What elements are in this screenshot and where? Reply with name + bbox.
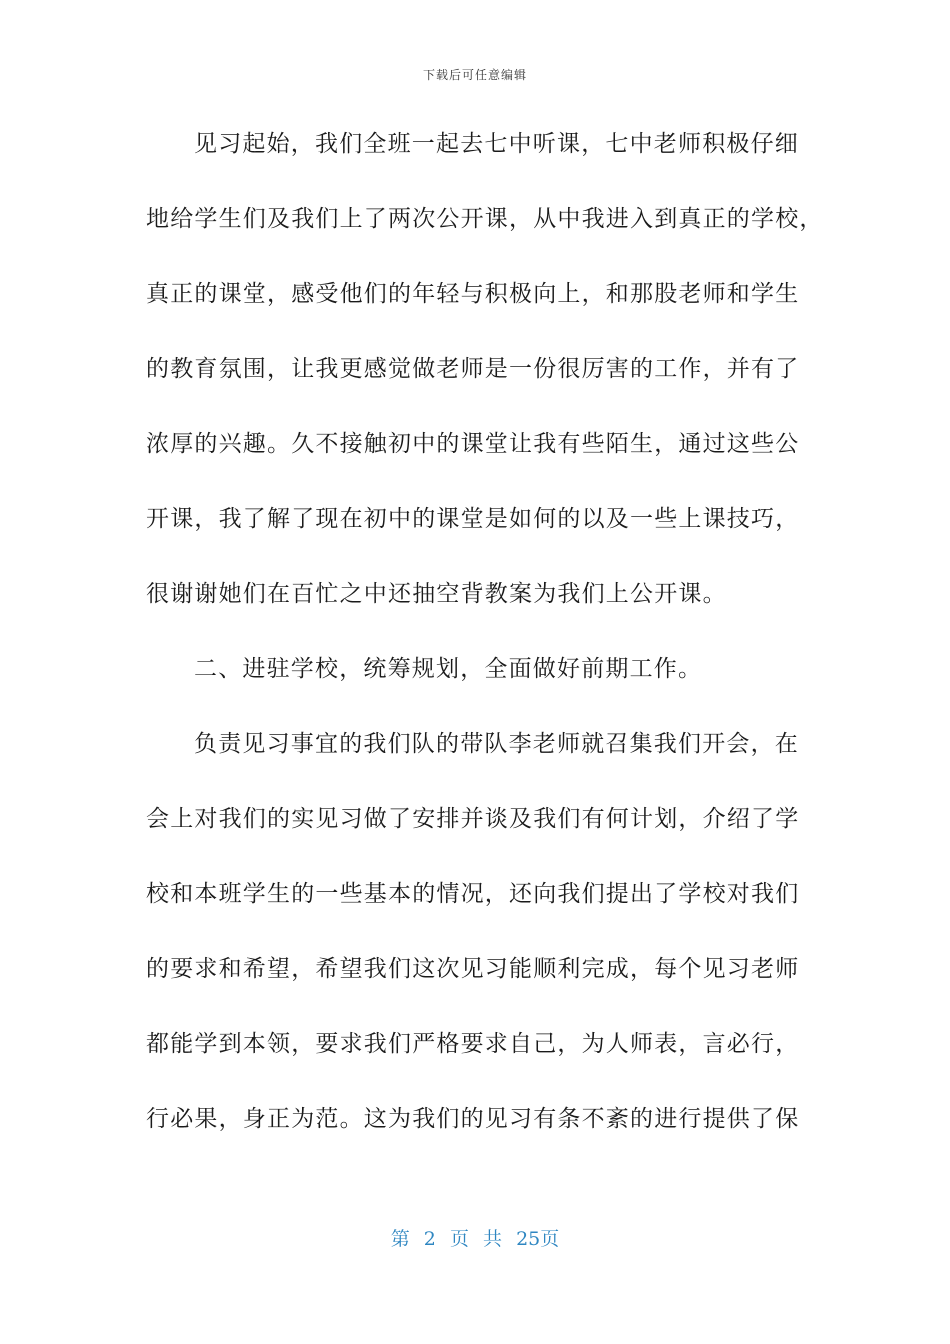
page-word: 页 <box>449 1228 469 1250</box>
text-line: 二、进驻学校，统筹规划，全面做好前期工作。 <box>194 656 703 682</box>
header-note: 下载后可任意编辑 <box>422 68 527 82</box>
text-line: 开课，我了解了现在初中的课堂是如何的以及一些上课技巧， <box>146 506 800 532</box>
text-line: 行必果，身正为范。这为我们的见习有条不紊的进行提供了保 <box>146 1106 800 1132</box>
text-line: 地给学生们及我们上了两次公开课，从中我进入到真正的学校， <box>146 206 824 232</box>
text-line: 负责见习事宜的我们队的带队李老师就召集我们开会，在 <box>194 731 799 757</box>
text-line: 很谢谢她们在百忙之中还抽空背教案为我们上公开课。 <box>146 581 727 607</box>
total-pages: 25页 <box>516 1228 560 1250</box>
total-prefix: 共 <box>483 1228 503 1250</box>
text-line: 的要求和希望，希望我们这次见习能顺利完成，每个见习老师 <box>146 956 800 982</box>
page-prefix: 第 <box>390 1228 410 1250</box>
current-page-number: 2 <box>423 1228 436 1250</box>
paragraph <box>146 118 824 643</box>
text-line: 会上对我们的实见习做了安排并谈及我们有何计划，介绍了学 <box>146 806 800 832</box>
text-line: 都能学到本领，要求我们严格要求自己，为人师表，言必行， <box>146 1031 800 1057</box>
text-line: 见习起始，我们全班一起去七中听课，七中老师积极仔细 <box>194 131 799 157</box>
text-line: 校和本班学生的一些基本的情况，还向我们提出了学校对我们 <box>146 881 800 907</box>
text-line: 的教育氛围，让我更感觉做老师是一份很厉害的工作，并有了 <box>146 356 800 382</box>
document-body <box>146 118 824 1168</box>
text-line: 真正的课堂，感受他们的年轻与积极向上，和那股老师和学生 <box>146 281 800 307</box>
paragraph <box>146 718 806 1168</box>
section-heading <box>146 643 806 718</box>
page-number-footer <box>0 1224 950 1251</box>
text-line: 浓厚的兴趣。久不接触初中的课堂让我有些陌生，通过这些公 <box>146 431 800 457</box>
